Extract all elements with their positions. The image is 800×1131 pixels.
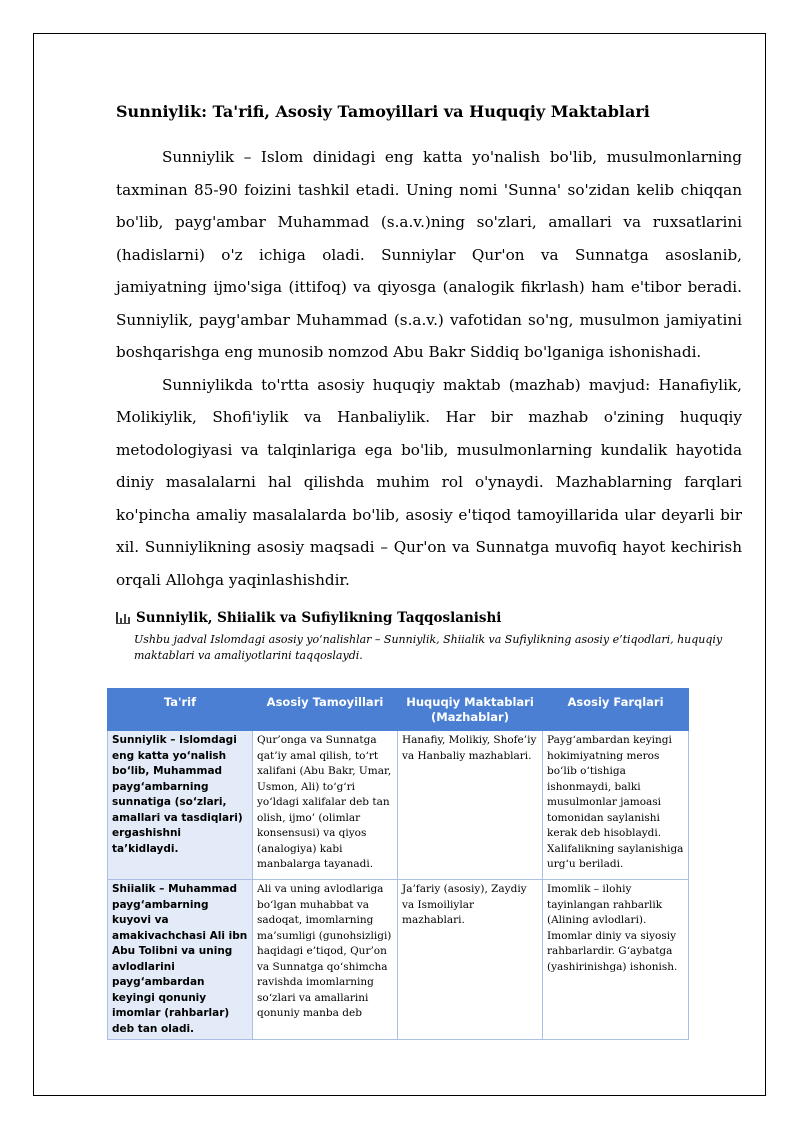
column-header: Asosiy Tamoyillari — [253, 689, 398, 731]
column-header: Huquqiy Maktablari (Mazhablar) — [398, 689, 543, 731]
table-cell: Ali va uning avlodlariga bo‘lgan muhabbat va sadoqat, imomlarning ma’sumligi (gunohsizligi) haqidagi e’tiqod, Qur’on va Sunnatga qo‘shimcha ravishda imomlarning so‘zlari va amallarini qonuniy manba deb — [253, 880, 398, 1040]
table-cell: Shiialik – Muhammad payg‘ambarning kuyovi va amakivachchasi Ali ibn Abu Tolibni va uning avlodlarini payg‘ambardan keyingi qonuniy imomlar (rahbarlar) deb tan oladi. — [108, 880, 253, 1040]
table-cell: Imomlik – ilohiy tayinlangan rahbarlik (Alining avlodlari). Imomlar diniy va siyosiy rahbarlardir. G‘aybatga (yashirinishga) ishonish. — [543, 880, 689, 1040]
table-header-row — [108, 689, 689, 731]
column-header: Ta'rif — [108, 689, 253, 731]
table-caption: Ushbu jadval Islomdagi asosiy yo‘nalishlar – Sunniylik, Shiialik va Sufiylikning asosiy e’tiqodlari, huquqiy maktablari va amaliyotlarini taqqoslaydi. — [134, 633, 723, 662]
table-row — [108, 880, 689, 1040]
page-title: Sunniylik: Ta'rifi, Asosiy Tamoyillari va Huquqiy Maktablari — [116, 102, 650, 121]
document-body — [116, 100, 742, 664]
table-cell: Hanafiy, Molikiy, Shofe’iy va Hanbaliy mazhablari. — [398, 731, 543, 880]
table-cell: Ja’fariy (asosiy), Zaydiy va Ismoiliylar mazhablari. — [398, 880, 543, 1040]
section-title: Sunniylik, Shiialik va Sufiylikning Taqqoslanishi — [136, 610, 502, 626]
table-cell: Sunniylik – Islomdagi eng katta yo‘nalish bo‘lib, Muhammad payg‘ambarning sunnatiga (so‘zlari, amallari va tasdiqlari) ergashishni ta’kidlaydi. — [108, 731, 253, 880]
table-cell: Qur’onga va Sunnatga qat’iy amal qilish, to‘rt xalifani (Abu Bakr, Umar, Usmon, Ali) to‘g‘ri yo‘ldagi xalifalar deb tan olish, ijmo’ (olimlar konsensusi) va qiyos (analogiya) kabi manbalarga tayanadi. — [253, 731, 398, 880]
table-row — [108, 731, 689, 880]
column-header: Asosiy Farqlari — [543, 689, 689, 731]
paragraph-mazhabs: Sunniylikda to'rtta asosiy huquqiy maktab (mazhab) mavjud: Hanafiylik, Molikiylik, Shofi'iylik va Hanbaliylik. Har bir mazhab o'zining huquqiy metodologiyasi va talqinlariga ega bo'lib, musulmonlarning kundalik hayotida diniy masalalarni hal qilishda muhim rol o'ynaydi. Mazhablarning farqlari ko'pincha amaliy masalalarda bo'lib, asosiy e'tiqod tamoyillarida ular deyarli bir xil. Sunniylikning asosiy maqsadi – Qur'on va Sunnatga muvofiq hayot kechirish orqali Allohga yaqinlashishdir. — [116, 375, 742, 589]
comparison-table — [107, 688, 689, 1040]
section-heading — [116, 610, 742, 626]
bar-chart-icon — [116, 612, 130, 624]
table-cell: Payg‘ambardan keyingi hokimiyatning meros bo‘lib o‘tishiga ishonmaydi, balki musulmonlar jamoasi tomonidan saylanishi kerak deb hisoblaydi. Xalifalikning saylanishiga urg‘u beriladi. — [543, 731, 689, 880]
paragraph-definition: Sunniylik – Islom dinidagi eng katta yo'nalish bo'lib, musulmonlarning taxminan 85-90 foizini tashkil etadi. Uning nomi 'Sunna' so'zidan kelib chiqqan bo'lib, payg'ambar Muhammad (s.a.v.)ning so'zlari, amallari va ruxsatlarini (hadislarni) o'z ichiga oladi. Sunniylar Qur'on va Sunnatga asoslanib, jamiyatning ijmo'siga (ittifoq) va qiyosga (analogik fikrlash) ham e'tibor beradi. Sunniylik, payg'ambar Muhammad (s.a.v.) vafotidan so'ng, musulmon jamiyatini boshqarishga eng munosib nomzod Abu Bakr Siddiq bo'lganiga ishonishadi. — [116, 148, 742, 361]
